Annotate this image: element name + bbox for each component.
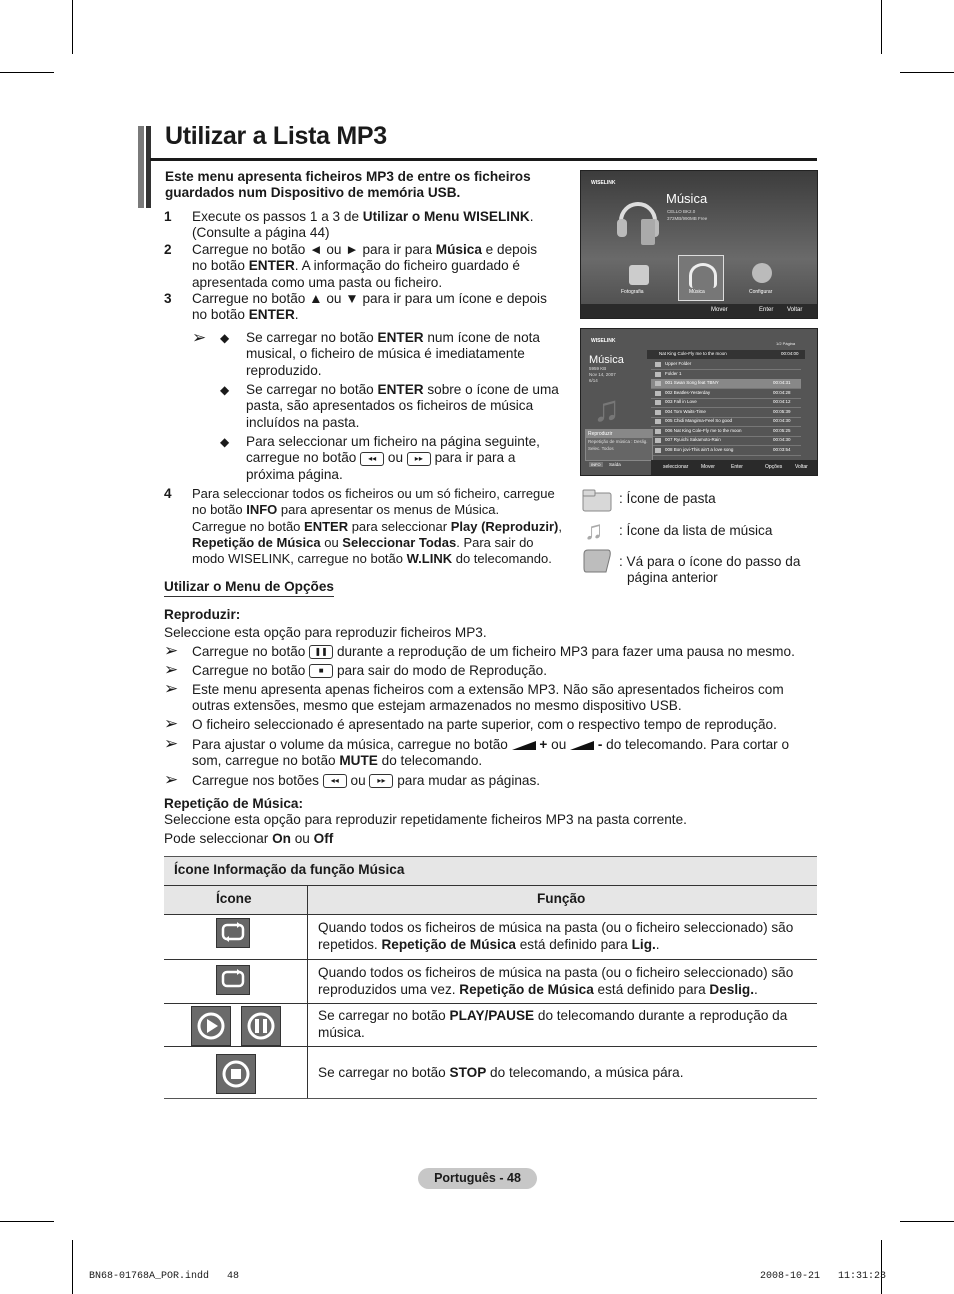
arrow-icon: ➢ <box>192 328 207 347</box>
text-part: sobre o ícone de uma <box>423 382 559 397</box>
repeat-all-icon <box>216 918 250 948</box>
text-part: do telecomando. <box>452 551 552 567</box>
footer-back: Voltar <box>795 464 808 470</box>
note-line: Para seleccionar um ficheiro na página seguinte, <box>246 434 540 449</box>
footer-enter: Enter <box>759 307 774 313</box>
footer-enter: Enter <box>731 464 743 470</box>
option-select-all[interactable]: Selec. Todos <box>588 446 614 451</box>
device-name: CELLO BK2.0 <box>667 209 696 214</box>
table-caption: Ícone Informação da função Música <box>174 862 405 877</box>
file-name: Upper Folder <box>665 361 692 366</box>
file-name: 005 Chidi Mangima-Feel So good <box>665 418 733 423</box>
table-border <box>307 885 308 1099</box>
step-line <box>192 242 572 258</box>
crop-mark <box>881 0 882 54</box>
text-bold: Seleccionar Todas <box>342 534 457 550</box>
now-playing-time: 00:04:00 <box>781 351 799 356</box>
text-part: do telecomando, a música pára. <box>486 1065 684 1080</box>
legend-text <box>619 554 817 587</box>
wiselink-logo: WISELINK <box>591 180 616 186</box>
arrow-icon: ➢ <box>164 660 179 679</box>
table-border <box>164 1003 817 1004</box>
text-part: do telecomando durante a reprodução da <box>534 1008 788 1023</box>
text-bold: - <box>597 737 603 752</box>
step-text-part: Execute os passos 1 a 3 de <box>192 209 363 224</box>
text-bold: On <box>272 831 291 846</box>
pause-icon <box>241 1006 281 1046</box>
text-part: durante a reprodução de um ficheiro MP3 para fazer uma pausa no mesmo. <box>336 644 795 659</box>
text-part: . A informação do ficheiro guardado é <box>294 258 520 274</box>
footer-select: seleccionar <box>663 464 689 470</box>
footer-move: Mover <box>701 464 715 470</box>
text-bold: Repetição de Música <box>381 937 516 952</box>
repeat-once-icon <box>216 965 250 995</box>
arrow-icon: ➢ <box>164 770 179 789</box>
text-part: repetidos. <box>318 937 382 952</box>
step-text <box>192 291 572 324</box>
rewind-button-icon: ◂◂ <box>360 452 384 466</box>
diamond-bullet-icon: ◆ <box>220 435 230 449</box>
step-line <box>192 535 577 551</box>
step-text-bold: Utilizar o Menu WISELINK <box>362 209 530 224</box>
stop-button-icon: ■ <box>309 664 333 678</box>
title-bar-accent <box>138 126 144 208</box>
crop-mark <box>72 0 73 54</box>
function-line <box>318 936 813 953</box>
table-border <box>164 885 817 886</box>
file-list-row[interactable] <box>651 360 801 370</box>
crop-mark <box>900 72 954 73</box>
footer-move: Mover <box>711 307 728 313</box>
file-time: 00:05:25 <box>773 427 791 433</box>
table-border <box>164 959 817 960</box>
note-line <box>192 737 817 753</box>
intro-text: Este menu apresenta ficheiros MP3 de entre os ficheiros guardados num Dispositivo de memória USB. <box>165 169 531 201</box>
table-border <box>164 914 817 915</box>
music-file-icon <box>655 429 661 434</box>
screen-footer <box>581 304 817 318</box>
print-info-right: 2008-10-21 11:31:23 <box>760 1271 887 1282</box>
function-line: música. <box>318 1025 365 1040</box>
play-icon <box>191 1006 231 1046</box>
folder-icon <box>582 488 612 512</box>
screen-title: Música <box>589 354 624 366</box>
function-line: Quando todos os ficheiros de música na pasta (ou o ficheiro seleccionado) são <box>318 965 794 980</box>
screen-footer <box>651 460 817 475</box>
text-part: está definido para <box>515 937 632 952</box>
step-line <box>192 551 577 567</box>
icon-label: Configurar <box>749 289 773 295</box>
text-part: . <box>754 982 758 997</box>
file-list <box>651 360 809 456</box>
text-bold: PLAY/PAUSE <box>449 1008 535 1023</box>
col-header-function: Função <box>537 891 586 906</box>
crop-mark <box>0 1221 54 1222</box>
file-time: 00:04:12 <box>773 399 791 404</box>
function-line: Quando todos os ficheiros de música na pasta (ou o ficheiro seleccionado) são <box>318 920 794 935</box>
step-text <box>192 209 562 242</box>
options-menu <box>585 429 653 461</box>
text-part: para mudar as páginas. <box>397 773 541 788</box>
note-text <box>192 682 817 715</box>
text-part: ou <box>290 831 314 846</box>
music-file-icon <box>655 391 661 396</box>
text-bold: Off <box>313 831 334 846</box>
note-line: incluídos na pasta. <box>246 414 360 430</box>
text-bold: Música <box>435 242 482 257</box>
text-part: som, carregue no botão <box>192 753 340 769</box>
text-part: Carregue no botão <box>192 518 305 534</box>
footer-back: Voltar <box>787 307 803 313</box>
text-bold: MUTE <box>339 753 378 769</box>
settings-icon[interactable] <box>752 263 772 283</box>
text-part: Se carregar no botão <box>246 330 378 345</box>
file-time: 00:04:30 <box>773 418 791 423</box>
music-file-icon <box>655 410 661 415</box>
music-file-icon <box>655 381 661 386</box>
file-time: 00:04:30 <box>773 437 791 442</box>
file-list-row[interactable] <box>651 417 801 427</box>
legend-line: : Vá para o ícone do passo da <box>619 554 801 569</box>
table-border <box>164 1098 817 1099</box>
note-line: Este menu apresenta apenas ficheiros com a extensão MP3. Não são apresentados ficheiros com <box>192 682 784 697</box>
note-text <box>246 330 576 379</box>
text-bold: Deslig. <box>709 982 754 997</box>
music-list-icon: ♫ <box>584 515 604 545</box>
file-time: 00:05:39 <box>773 408 791 414</box>
file-date: Nov 14, 2007 <box>589 372 616 377</box>
file-time: 00:04:31 <box>773 380 791 385</box>
volume-down-icon <box>570 741 594 750</box>
text-part: no botão <box>192 502 247 518</box>
step-text-part: . (Consulte a página 44) <box>192 209 534 241</box>
file-list-row[interactable] <box>651 446 801 456</box>
text-bold: Play (Reproduzir) <box>450 518 559 534</box>
note-text <box>246 382 576 431</box>
tv-screen-music-list <box>580 328 818 476</box>
note-text <box>192 644 795 660</box>
arrow-icon: ➢ <box>164 679 179 698</box>
text-part: Carregue no botão ◄ ou ► para ir para <box>192 242 436 257</box>
arrow-icon: ➢ <box>164 734 179 753</box>
text-bold: ENTER <box>377 330 424 345</box>
note-line: outras extensões, mesmo que estejam armazenados no mesmo dispositivo USB. <box>192 698 682 714</box>
screen-title: Música <box>666 191 708 206</box>
repeticao-desc: Seleccione esta opção para reproduzir repetidamente ficheiros MP3 na pasta corrente. <box>164 812 687 827</box>
file-list-row[interactable] <box>651 370 801 380</box>
options-heading: Utilizar o Menu de Opções <box>164 579 334 597</box>
text-part: Para ajustar o volume da música, carregue no botão <box>192 737 508 752</box>
step-text <box>192 486 577 567</box>
note-line: próxima página. <box>246 466 343 482</box>
photo-icon[interactable] <box>629 265 649 285</box>
legend-text: : Ícone de pasta <box>619 491 716 506</box>
diamond-bullet-icon: ◆ <box>220 331 230 345</box>
step-line: Para seleccionar todos os ficheiros ou um só ficheiro, carregue <box>192 486 555 501</box>
page-title: Utilizar a Lista MP3 <box>165 122 387 150</box>
text-part: , <box>558 518 562 534</box>
file-list-row[interactable] <box>651 398 801 408</box>
note-line <box>192 753 817 769</box>
step-line <box>192 258 572 274</box>
icon-label: Música <box>689 289 705 295</box>
text-bold: Repetição de Música <box>192 534 321 550</box>
file-name: Folder 1 <box>665 370 682 376</box>
text-part: Carregue no botão <box>192 663 306 678</box>
music-note-icon: ♫ <box>593 388 620 429</box>
file-name: 007 Ryuichi Sakamoto-Rain <box>665 437 721 442</box>
page-footer: Português - 48 <box>418 1168 537 1189</box>
text-part: reproduzidos uma vez. <box>318 982 460 997</box>
step-line <box>192 307 572 323</box>
note-text <box>246 434 576 483</box>
music-file-icon <box>655 448 661 453</box>
crop-mark <box>881 1240 882 1294</box>
step-text <box>192 242 572 291</box>
text-bold: Lig. <box>631 937 656 952</box>
function-text <box>318 1064 813 1081</box>
file-list-row[interactable] <box>651 379 801 389</box>
diamond-bullet-icon: ◆ <box>220 383 230 397</box>
crop-mark <box>0 72 54 73</box>
text-bold: ENTER <box>248 258 295 274</box>
text-part: para ir para a <box>434 450 516 466</box>
step-line <box>192 519 577 535</box>
text-bold: W.LINK <box>406 551 453 567</box>
text-bold: INFO <box>246 502 278 518</box>
mp3-player-icon <box>641 219 655 245</box>
icon-label: Fotografia <box>621 289 644 295</box>
text-part: e depois <box>481 242 538 257</box>
file-name: 003 Fall in Love <box>665 399 697 404</box>
step-number: 2 <box>164 242 172 257</box>
stop-icon <box>216 1054 256 1094</box>
file-index: 6/14 <box>589 378 598 383</box>
text-part: . Para sair do <box>456 534 534 550</box>
page-indicator: 1/2 Página <box>776 341 796 346</box>
note-text <box>192 773 540 789</box>
text-part: num ícone de nota <box>423 330 540 345</box>
note-line: reproduzido. <box>246 362 322 378</box>
file-name: 002 Beatles-Yesterday <box>665 389 711 395</box>
note-line <box>246 382 576 398</box>
note-line <box>246 330 576 346</box>
function-text <box>318 964 813 998</box>
footer-exit: Saída <box>609 462 621 467</box>
text-part: no botão <box>192 307 249 323</box>
note-text <box>192 737 817 770</box>
step-number: 3 <box>164 291 172 306</box>
step-line <box>192 502 577 518</box>
repeticao-heading: Repetição de Música: <box>164 796 303 811</box>
text-part: Carregue nos botões <box>192 773 319 788</box>
text-part: no botão <box>192 258 249 274</box>
forward-button-icon: ▸▸ <box>407 452 431 466</box>
step-number: 1 <box>164 209 172 224</box>
text-part: Carregue no botão <box>192 644 306 659</box>
text-part: Pode seleccionar <box>164 831 273 846</box>
note-line: pasta, são apresentados os ficheiros de música <box>246 398 534 414</box>
col-header-icon: Ícone <box>216 891 252 906</box>
footer-info: INFO <box>591 462 601 467</box>
file-name: 006 Nat King Cole-Fly me to the moon <box>665 427 742 433</box>
file-time: 00:04:28 <box>773 389 791 395</box>
step-number: 4 <box>164 486 172 501</box>
music-headphones-icon <box>689 263 717 288</box>
text-part: está definido para <box>593 982 710 997</box>
footer-options: Opções <box>765 464 783 470</box>
tv-screen-music-menu <box>580 170 818 319</box>
music-function-table <box>164 856 817 1099</box>
legend-text: : Ícone da lista de música <box>619 523 773 538</box>
text-part: ou <box>551 737 567 752</box>
step-line: apresentada como uma pasta ou ficheiro. <box>192 274 443 290</box>
text-part: ou <box>350 773 366 788</box>
file-name: 001 Swan Song feat TBNY <box>665 380 719 385</box>
option-repeat[interactable]: Repetição de música : Deslig. <box>588 439 648 444</box>
function-line <box>318 981 813 998</box>
print-info-left: BN68-01768A_POR.indd 48 <box>89 1271 240 1282</box>
folder-icon <box>655 372 661 377</box>
arrow-icon: ➢ <box>164 641 179 660</box>
text-part: do telecomando. Para cortar o <box>606 737 790 752</box>
text-bold: + <box>539 737 548 752</box>
note-line <box>246 450 576 466</box>
file-list-row[interactable] <box>651 408 801 418</box>
text-bold: ENTER <box>248 307 295 323</box>
note-line: musical, o ficheiro de música é imediatamente <box>246 346 525 362</box>
pause-button-icon: ❚❚ <box>309 645 333 659</box>
note-text <box>192 663 547 679</box>
forward-button-icon: ▸▸ <box>369 774 393 788</box>
text-part: do telecomando. <box>377 753 483 769</box>
text-part: Se carregar no botão <box>318 1008 450 1023</box>
step-line: Carregue no botão ▲ ou ▼ para ir para um ícone e depois <box>192 291 547 306</box>
rewind-button-icon: ◂◂ <box>323 774 347 788</box>
option-play[interactable]: Reproduzir <box>586 430 652 438</box>
folder-icon <box>655 362 661 367</box>
volume-up-icon <box>512 741 536 750</box>
wiselink-logo: WISELINK <box>591 338 616 344</box>
music-file-icon <box>655 438 661 443</box>
crop-mark <box>72 1240 73 1294</box>
text-bold: ENTER <box>304 518 349 534</box>
arrow-icon: ➢ <box>164 714 179 733</box>
legend-line: página anterior <box>627 570 718 586</box>
function-line <box>318 1007 813 1024</box>
music-file-icon <box>655 400 661 405</box>
title-bar-accent <box>146 126 151 208</box>
reproduzir-heading: Reproduzir: <box>164 607 241 622</box>
text-part: para apresentar os menus de Música. <box>277 502 500 518</box>
back-icon <box>582 548 612 574</box>
file-list-row[interactable] <box>651 427 801 437</box>
file-time: 00:03:54 <box>773 446 791 452</box>
file-list-row[interactable] <box>651 389 801 399</box>
text-bold: ENTER <box>377 382 424 397</box>
note-text: O ficheiro seleccionado é apresentado na parte superior, com o respectivo tempo de reprodução. <box>192 717 777 732</box>
text-part: . <box>294 307 299 323</box>
now-playing-bar <box>647 350 805 359</box>
table-border <box>164 1046 817 1047</box>
device-free: 372MB/990MB Free <box>667 216 708 221</box>
reproduzir-desc: Seleccione esta opção para reproduzir ficheiros MP3. <box>164 625 487 640</box>
text-part: para seleccionar <box>348 518 451 534</box>
text-bold: Repetição de Música <box>459 982 594 997</box>
repeticao-options <box>164 831 333 847</box>
text-part: Se carregar no botão <box>318 1065 450 1080</box>
text-part: . <box>655 937 660 952</box>
text-part: Se carregar no botão <box>246 382 378 397</box>
file-list-row[interactable] <box>651 436 801 446</box>
file-size: 5959 KB <box>589 366 607 371</box>
text-part: modo WISELINK, carregue no botão <box>192 551 407 567</box>
file-name: 008 Bon jovi-This ain't a love song <box>665 446 734 452</box>
now-playing-title: Nat King Cole-Fly me to the moon <box>659 351 727 356</box>
file-name: 004 Tom Waits-Time <box>665 408 706 414</box>
function-text <box>318 919 813 953</box>
function-text <box>318 1007 813 1041</box>
crop-mark <box>900 1221 954 1222</box>
music-file-icon <box>655 419 661 424</box>
text-part: ou <box>387 450 404 466</box>
title-rule <box>150 158 817 161</box>
text-part: para sair do modo de Reprodução. <box>336 663 548 678</box>
text-part: ou <box>320 534 343 550</box>
table-border <box>164 856 817 857</box>
text-bold: STOP <box>449 1065 487 1080</box>
text-part: carregue no botão <box>246 450 357 466</box>
